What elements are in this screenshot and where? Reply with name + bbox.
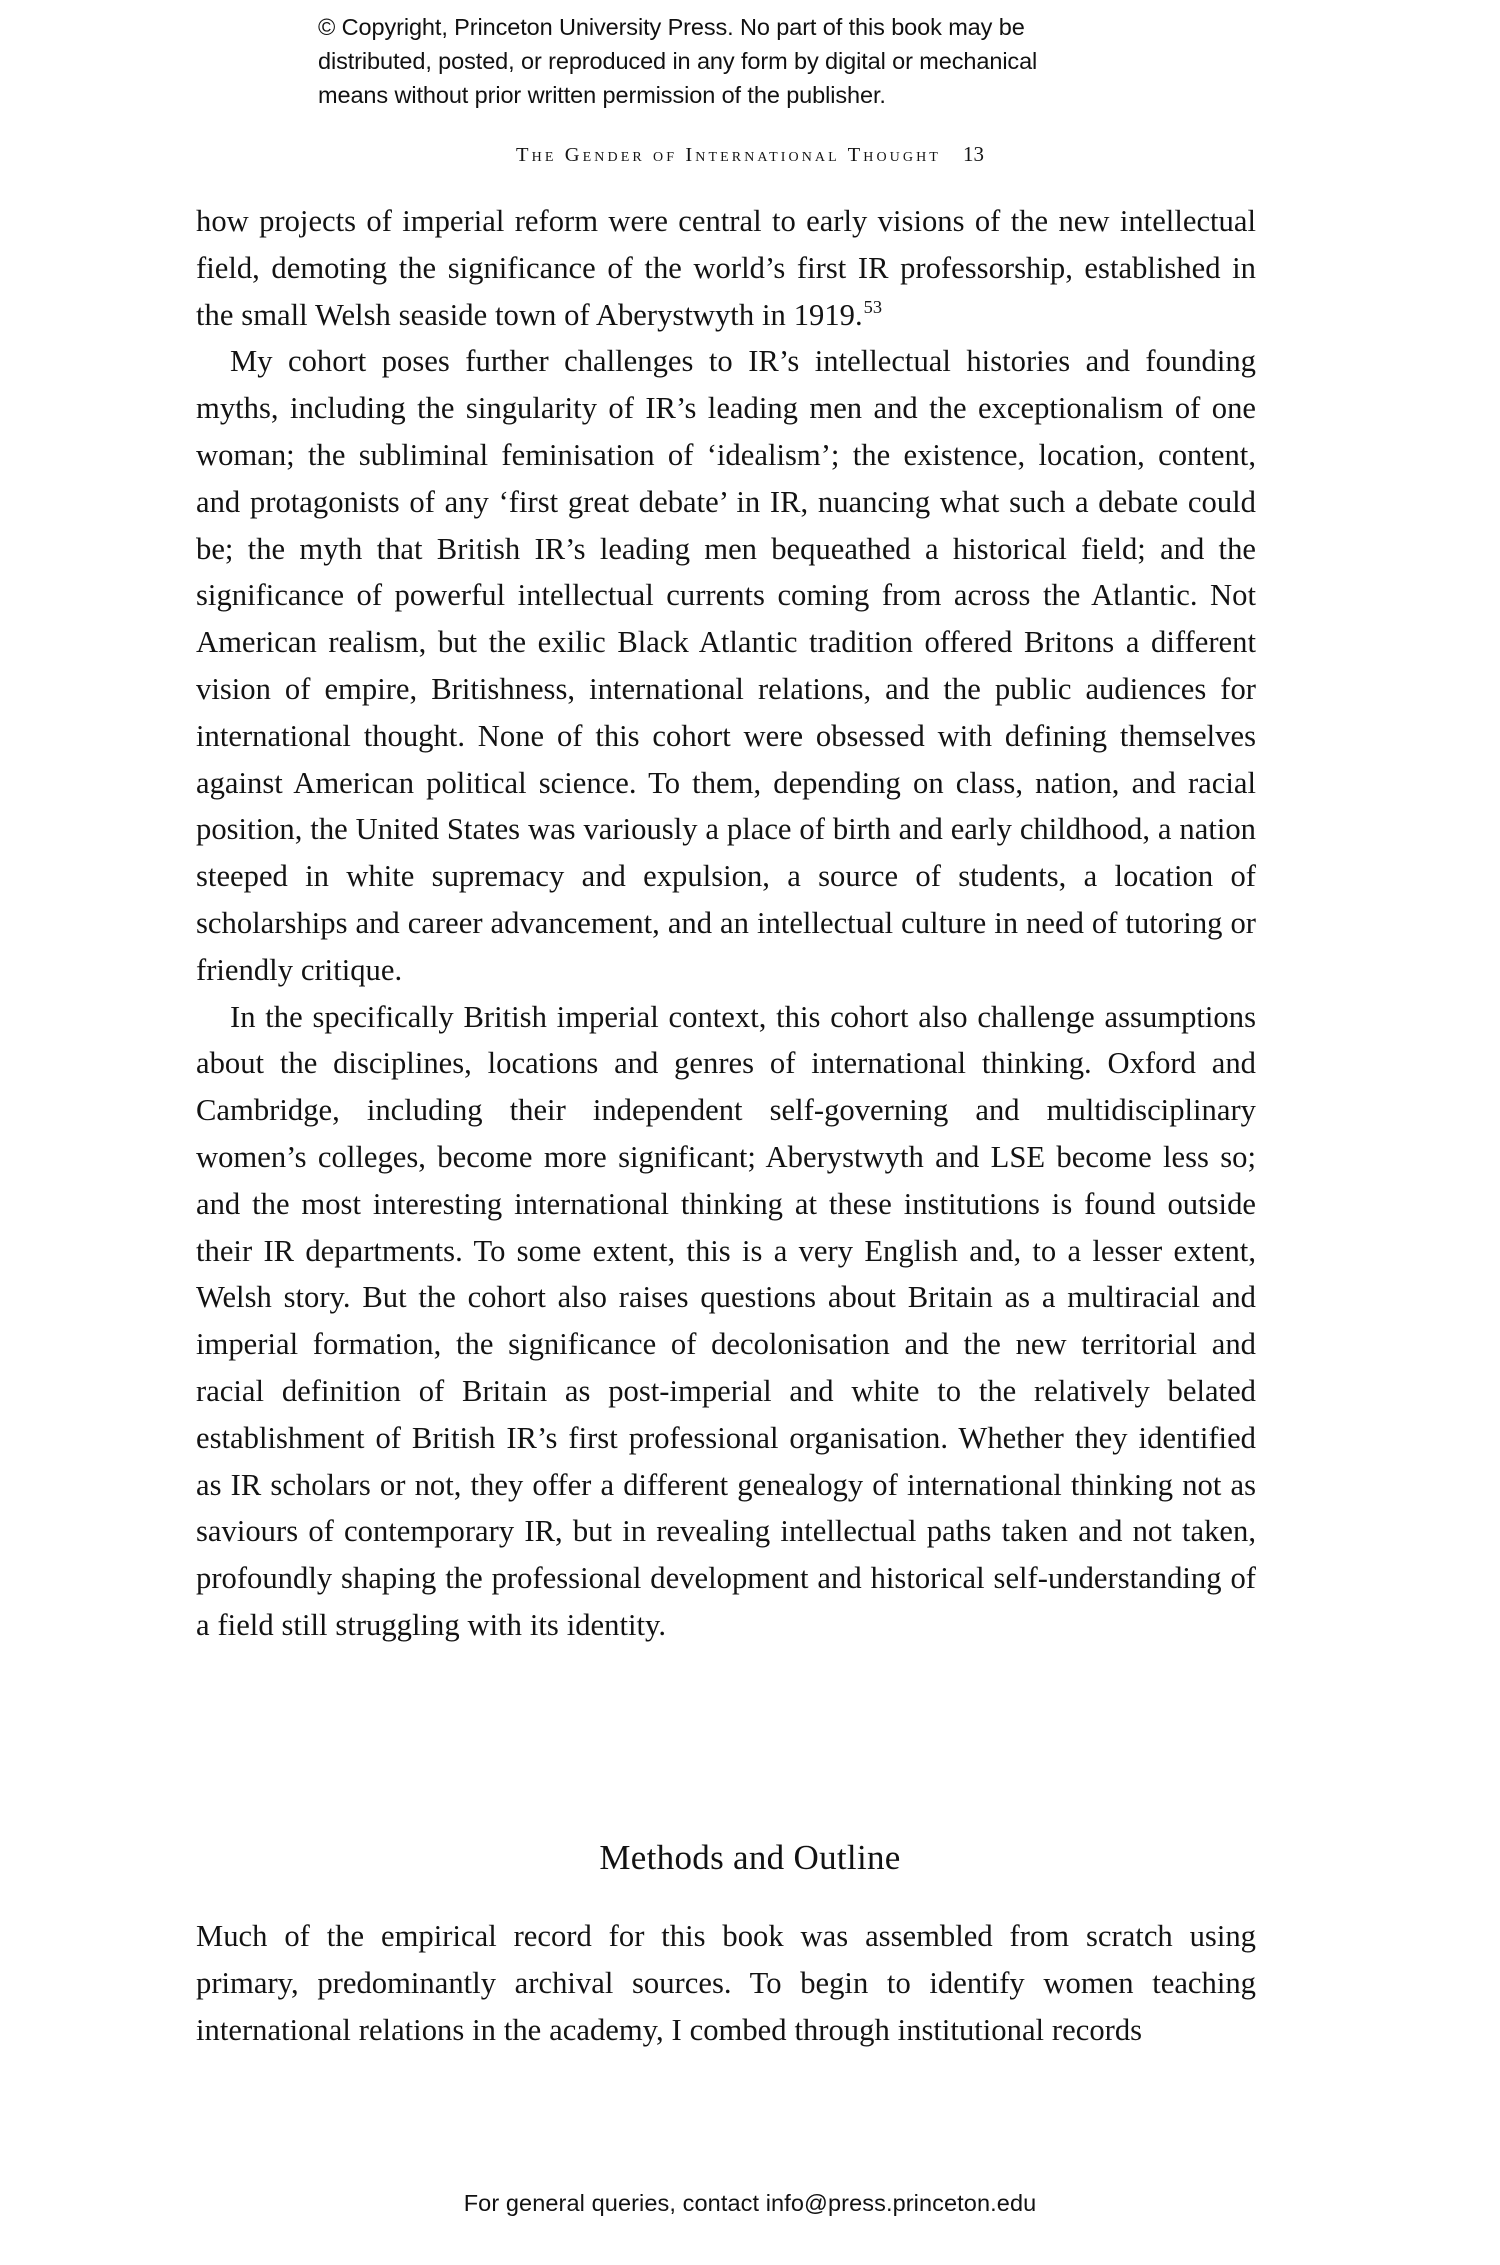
section-heading-methods-and-outline: Methods and Outline [599, 1838, 901, 1877]
body-text-block [196, 198, 1256, 1649]
running-head [0, 142, 1500, 167]
paragraph-cohort-challenges [196, 338, 1256, 993]
footer-general-queries: For general queries, contact info@press.princeton.edu [463, 2190, 1037, 2216]
copyright-line-1: © Copyright, Princeton University Press. No part of this book may be [318, 14, 1025, 40]
footnote-marker: 53 [863, 297, 883, 318]
paragraph-text: Much of the empirical record for this book was assembled from scratch using primary, predominantly archival sources. To begin to identify women teaching international relations in the academy, I combed through institutional records [196, 1919, 1256, 2047]
running-head-title: The Gender of International Thought [516, 144, 941, 166]
paragraph-methods-opening [196, 1913, 1256, 2053]
paragraph-text: My cohort poses further challenges to IR’s intellectual histories and founding myths, including the singularity of IR’s leading men and the exceptionalism of one woman; the subliminal feminisation of ‘idealism’; the existence, location, content, and protagonists of any ‘first great debate’ in IR, nuancing what such a debate could be; the myth that British IR’s leading men bequeathed a historical field; and the significance of powerful intellectual currents coming from across the Atlantic. Not American realism, but the exilic Black Atlantic tradition offered Britons a different vision of empire, Britishness, international relations, and the public audiences for international thought. None of this cohort were obsessed with defining themselves against American political science. To them, depending on class, nation, and racial position, the United States was variously a place of birth and early childhood, a nation steeped in white supremacy and expulsion, a source of students, a location of scholarships and career advancement, and an intellectual culture in need of tutoring or friendly critique. [196, 344, 1256, 987]
page-number: 13 [962, 142, 984, 166]
copyright-line-2: distributed, posted, or reproduced in any form by digital or mechanical [318, 48, 1038, 74]
copyright-line-3: means without prior written permission of the publisher. [318, 82, 886, 108]
section-text-block [196, 1913, 1256, 2053]
paragraph-text: how projects of imperial reform were central to early visions of the new intellectual field, demoting the significance of the world’s first IR professorship, established in the small Welsh seaside town of Aberystwyth in 1919. [196, 204, 1256, 332]
copyright-notice [318, 10, 1178, 112]
paragraph-british-imperial-context [196, 994, 1256, 1649]
paragraph-continued [196, 198, 1256, 338]
paragraph-text: In the specifically British imperial context, this cohort also challenge assumptions about the disciplines, locations and genres of international thinking. Oxford and Cambridge, including their independent self-governing and multidisciplinary women’s colleges, become more significant; Aberystwyth and LSE become less so; and the most interesting international thinking at these institutions is found outside their IR departments. To some extent, this is a very English and, to a lesser extent, Welsh story. But the cohort also raises questions about Britain as a multiracial and imperial formation, the significance of decolonisation and the new territorial and racial definition of Britain as post-imperial and white to the relatively belated establishment of British IR’s first professional organisation. Whether they identified as IR scholars or not, they offer a different genealogy of international thinking not as saviours of contemporary IR, but in revealing intellectual paths taken and not taken, profoundly shaping the professional development and historical self-understanding of a field still struggling with its identity. [196, 999, 1256, 1642]
